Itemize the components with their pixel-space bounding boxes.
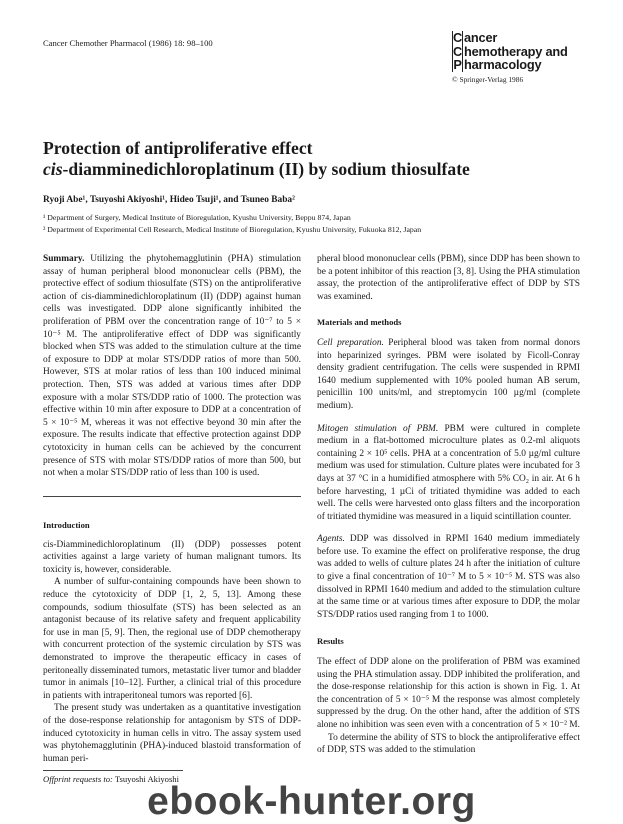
authors: Ryoji Abe¹, Tsuyoshi Akiyoshi¹, Hideo Tsuji¹, and Tsuneo Baba²: [43, 195, 295, 205]
results-paragraph-2: To determine the ability of STS to block the antiproliferative effect of DDP, STS was added to the stimulation: [317, 732, 580, 756]
journal-logo: [452, 31, 602, 84]
footnote-divider: [43, 770, 183, 771]
summary-text: Utilizing the phytohemagglutinin (PHA) stimulation assay of human peripheral blood mononuclear cells (PBM), the protective effect of sodium thiosulfate (STS) on the antiproliferative action of cis-diamminedichloroplatinum (II) (DDP) against human cells was investigated. DDP alone significantly inhibited the proliferation of PBM over the concentration range of 10⁻⁷ to 5 × 10⁻⁵ M. The antiproliferative effect of DDP was significantly blocked when STS was added to the stimulation culture at the time of exposure to DDP at molar STS/DDP ratios of more than 500. However, STS at molar ratios of less than 100 induced minimal protection. Then, STS was added at various times after DDP exposure with a molar STS/DDP ratio of 1000. The protection was effective within 10 min after exposure to DDP at a concentration of 5 × 10⁻⁵ M, whereas it was not effective beyond 30 min after the exposure. The results indicate that effective protection against DDP cytotoxicity in human cells can be achieved by the concurrent presence of STS with molar STS/DDP ratios of more than 500, but not when a molar STS/DDP ratio of less than 100 is used.: [43, 254, 301, 479]
logo-line-3: [452, 58, 602, 72]
title-rest: -diamminedichloroplatinum (II) by sodium thiosulfate: [62, 159, 470, 179]
logo-cap-c2: C: [453, 43, 463, 59]
title-line-1: Protection of antiproliferative effect: [43, 138, 313, 158]
methods-mitogen: [317, 423, 580, 524]
cell-prep-label: Cell preparation.: [317, 337, 384, 348]
title-italic: cis: [43, 159, 63, 179]
mitogen-text: PBM were cultured in complete medium in a flat-bottomed microculture plates as 0.2-ml aliquots containing 2 × 10⁵ cells. PHA at a concentration of 5.0 µg/ml culture medium was used for stimulation. Culture plates were incubated for 3 days at 37 °C in a humidified atmosphere with 5% CO₂ in air. At 6 h before harvesting, 1 µCi of tritiated thymidine was added to each well. The cells were harvested onto glass filters and the incorporation of tritiated thymidine was measured in a liquid scintillation counter.: [317, 423, 580, 522]
methods-cell-preparation: [317, 337, 580, 413]
logo-text-2: hemotherapy and: [464, 43, 568, 59]
logo-line-1: [452, 31, 602, 45]
agents-text: DDP was dissolved in RPMI 1640 medium immediately before use. To examine the effect on proliferative response, the drug was added to wells of culture plates 24 h after the initiation of culture to give a final concentration of 10⁻⁷ M to 5 × 10⁻⁵ M. STS was also dissolved in RPMI 1640 medium and added to the stimulation culture at the same time or at various times after exposure to DDP, the molar STS/DDP ratios used ranging from 1 to 1000.: [317, 534, 580, 620]
footnote-label: Offprint requests to:: [43, 774, 113, 784]
logo-cap-c1: C: [453, 30, 463, 45]
watermark: ebook-hunter.org: [147, 780, 476, 823]
affiliation-1: ¹ Department of Surgery, Medical Institute of Bioregulation, Kyushu University, Beppu 874, Japan: [43, 213, 351, 222]
journal-citation: Cancer Chemother Pharmacol (1986) 18: 98–100: [43, 38, 213, 48]
summary-divider: [43, 496, 301, 497]
logo-line-2: [452, 45, 602, 59]
title-line-2: [43, 159, 603, 180]
affiliation-2: ² Department of Experimental Cell Research, Medical Institute of Bioregulation, Kyushu University, Fukuoka 812, Japan: [43, 225, 422, 234]
footnote-text: Tsuyoshi Akiyoshi: [112, 774, 179, 784]
intro-paragraph-1: cis-Diamminedichloroplatinum (II) (DDP) possesses potent activities against a large variety of human malignant tumors. Its toxicity is, however, considerable.: [43, 539, 301, 575]
summary-label: Summary.: [43, 254, 85, 264]
right-column: [317, 253, 580, 757]
logo-text-3: harmacology: [464, 57, 542, 72]
intro-continued: pheral blood mononuclear cells (PBM), since DDP has been shown to be a potent inhibitor of this reaction [3, 8]. Using the PHA stimulation assay, the protection of the antiproliferative effect of DDP by STS was examined.: [317, 254, 580, 302]
introduction-heading: Introduction: [43, 520, 90, 530]
logo-text-1: ancer: [464, 30, 498, 45]
introduction-section: [43, 519, 301, 765]
copyright: © Springer-Verlag 1986: [452, 74, 524, 84]
summary-section: [43, 253, 301, 480]
agents-label: Agents.: [317, 534, 345, 545]
summary-paragraph: [43, 253, 301, 480]
mitogen-label: Mitogen stimulation of PBM.: [317, 423, 439, 434]
results-heading: Results: [317, 636, 344, 647]
results-paragraph-1: The effect of DDP alone on the proliferation of PBM was examined using the PHA stimulation assay. DDP inhibited the proliferation, and the dose-response relationship for this action is shown in Fig. 1. At the concentration of 5 × 10⁻⁵ M the response was almost completely suppressed by the drug. On the other hand, after the addition of STS alone no inhibition was seen even with a concentration of 5 × 10⁻² M.: [317, 657, 580, 730]
intro-paragraph-2: A number of sulfur-containing compounds have been shown to reduce the cytotoxicity of DDP [1, 2, 5, 13]. Among these compounds, sodium thiosulfate (STS) has been selected as an antagonist because of its relative safety and frequent applicability for use in man [5, 9]. Then, the regional use of DDP chemotherapy with concurrent protection of the systemic circulation by STS was demonstrated to improve the therapeutic efficacy in cases of peritoneally disseminated tumors, metastatic liver tumor and bladder tumor in animals [10–12]. Further, a clinical trial of this procedure in patients with intraperitoneal tumors was reported [6].: [43, 577, 301, 701]
methods-agents: [317, 533, 580, 621]
cell-prep-text: Peripheral blood was taken from normal donors into heparinized syringes. PBM were isolated by Ficoll-Conray density gradient centrifugation. The cells were suspended in RPMI 1640 medium supplemented with 10% pooled human AB serum, penicillin 100 units/ml, and streptomycin 100 µg/ml (complete medium).: [317, 337, 580, 411]
affiliations: [43, 212, 613, 236]
logo-cap-p: P: [453, 57, 462, 72]
article-title: [43, 138, 603, 180]
intro-paragraph-3: The present study was undertaken as a quantitative investigation of the dose-response relationship for antagonism by STS of DDP-induced cytotoxicity in human cells in vitro. The assay system used was phytohemagglutinin (PHA)-induced blastoid transformation of human peri-: [43, 703, 301, 764]
methods-heading: Materials and methods: [317, 317, 402, 328]
